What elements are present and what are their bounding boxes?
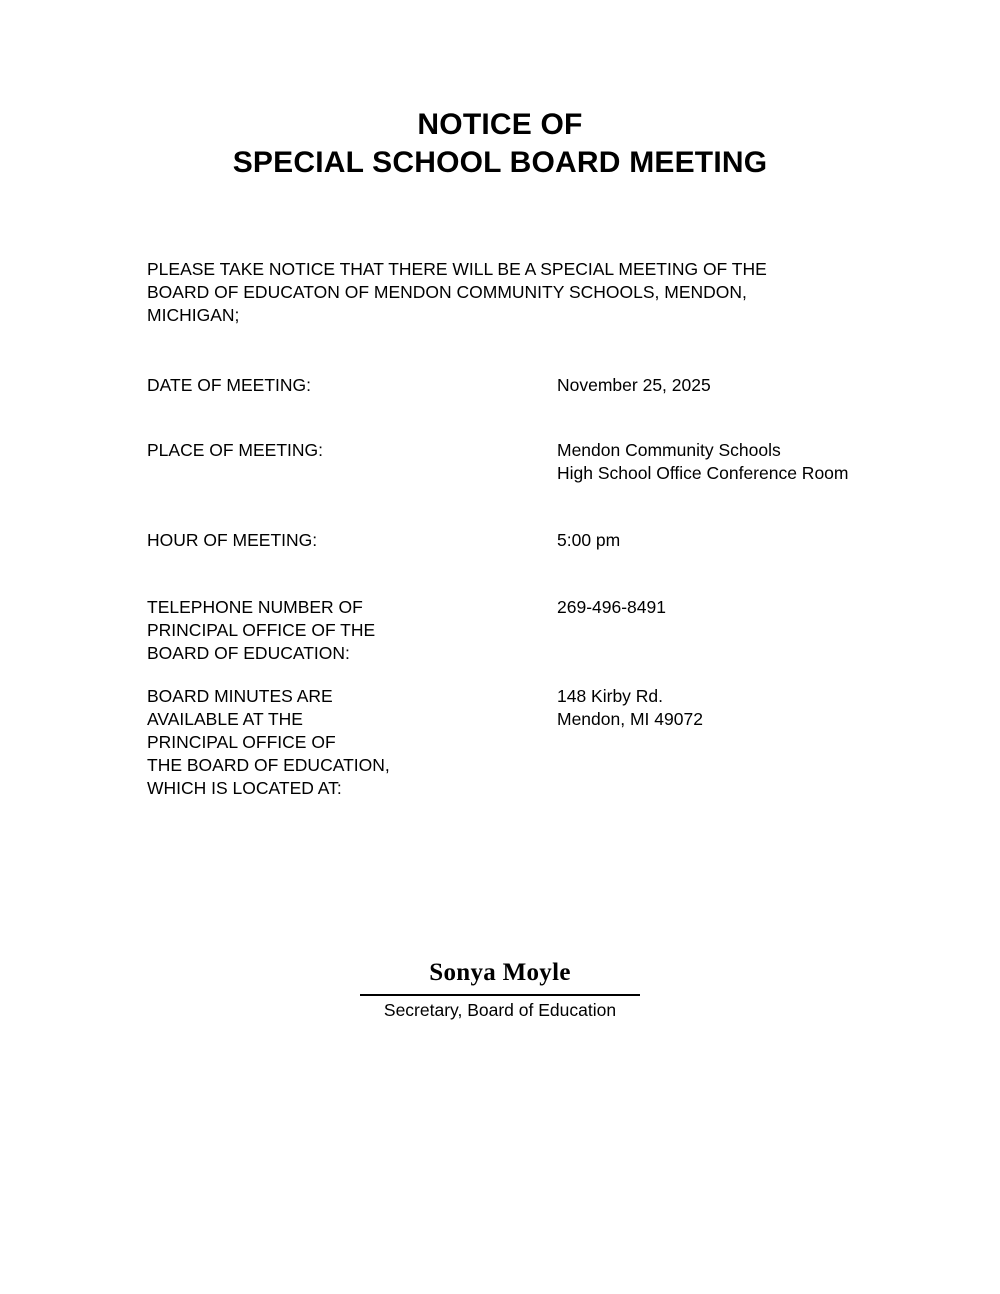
intro-line-3: MICHIGAN; [147, 305, 240, 325]
detail-row-place [147, 439, 907, 485]
signature-role: Secretary, Board of Education [383, 1000, 617, 1020]
document-title [0, 106, 1000, 182]
detail-value-line: 5:00 pm [557, 530, 621, 550]
detail-value-telephone [557, 596, 907, 619]
detail-label-line: TELEPHONE NUMBER OF [147, 597, 363, 617]
detail-row-board-minutes [147, 685, 907, 800]
title-line-1: NOTICE OF [417, 108, 583, 141]
signature-name: Sonya Moyle [429, 959, 571, 986]
detail-label-line: THE BOARD OF EDUCATION, [147, 755, 390, 775]
detail-label-line: PRINCIPAL OFFICE OF THE [147, 620, 376, 640]
detail-label-line: PRINCIPAL OFFICE OF [147, 732, 336, 752]
detail-value-line: 269-496-8491 [557, 597, 666, 617]
detail-value-place [557, 439, 907, 485]
detail-value-date [557, 374, 907, 397]
detail-label-line: PLACE OF MEETING: [147, 440, 323, 460]
detail-value-line: November 25, 2025 [557, 375, 711, 395]
detail-label-hour [147, 529, 557, 552]
detail-row-telephone [147, 596, 907, 665]
detail-label-board-minutes [147, 685, 557, 800]
detail-label-telephone [147, 596, 557, 665]
intro-paragraph [147, 258, 877, 327]
detail-label-line: BOARD MINUTES ARE [147, 686, 333, 706]
detail-value-line: High School Office Conference Room [557, 463, 849, 483]
detail-row-date [147, 374, 907, 397]
detail-value-line: Mendon Community Schools [557, 440, 781, 460]
detail-label-line: BOARD OF EDUCATION: [147, 643, 350, 663]
signature-rule [360, 994, 640, 996]
detail-value-line: Mendon, MI 49072 [557, 709, 703, 729]
detail-label-place [147, 439, 557, 462]
detail-label-line: DATE OF MEETING: [147, 375, 311, 395]
intro-line-1: PLEASE TAKE NOTICE THAT THERE WILL BE A SPECIAL MEETING OF THE [147, 259, 767, 279]
detail-value-line: 148 Kirby Rd. [557, 686, 664, 706]
detail-label-line: HOUR OF MEETING: [147, 530, 318, 550]
title-line-2: SPECIAL SCHOOL BOARD MEETING [232, 146, 768, 179]
detail-value-board-minutes-address [557, 685, 907, 731]
intro-line-2: BOARD OF EDUCATON OF MENDON COMMUNITY SCHOOLS, MENDON, [147, 282, 747, 302]
detail-label-line: AVAILABLE AT THE [147, 709, 303, 729]
signature-block [0, 958, 1000, 1022]
detail-label-date [147, 374, 557, 397]
detail-label-line: WHICH IS LOCATED AT: [147, 778, 342, 798]
meeting-details [147, 374, 907, 800]
detail-value-hour [557, 529, 907, 552]
detail-row-hour [147, 529, 907, 552]
